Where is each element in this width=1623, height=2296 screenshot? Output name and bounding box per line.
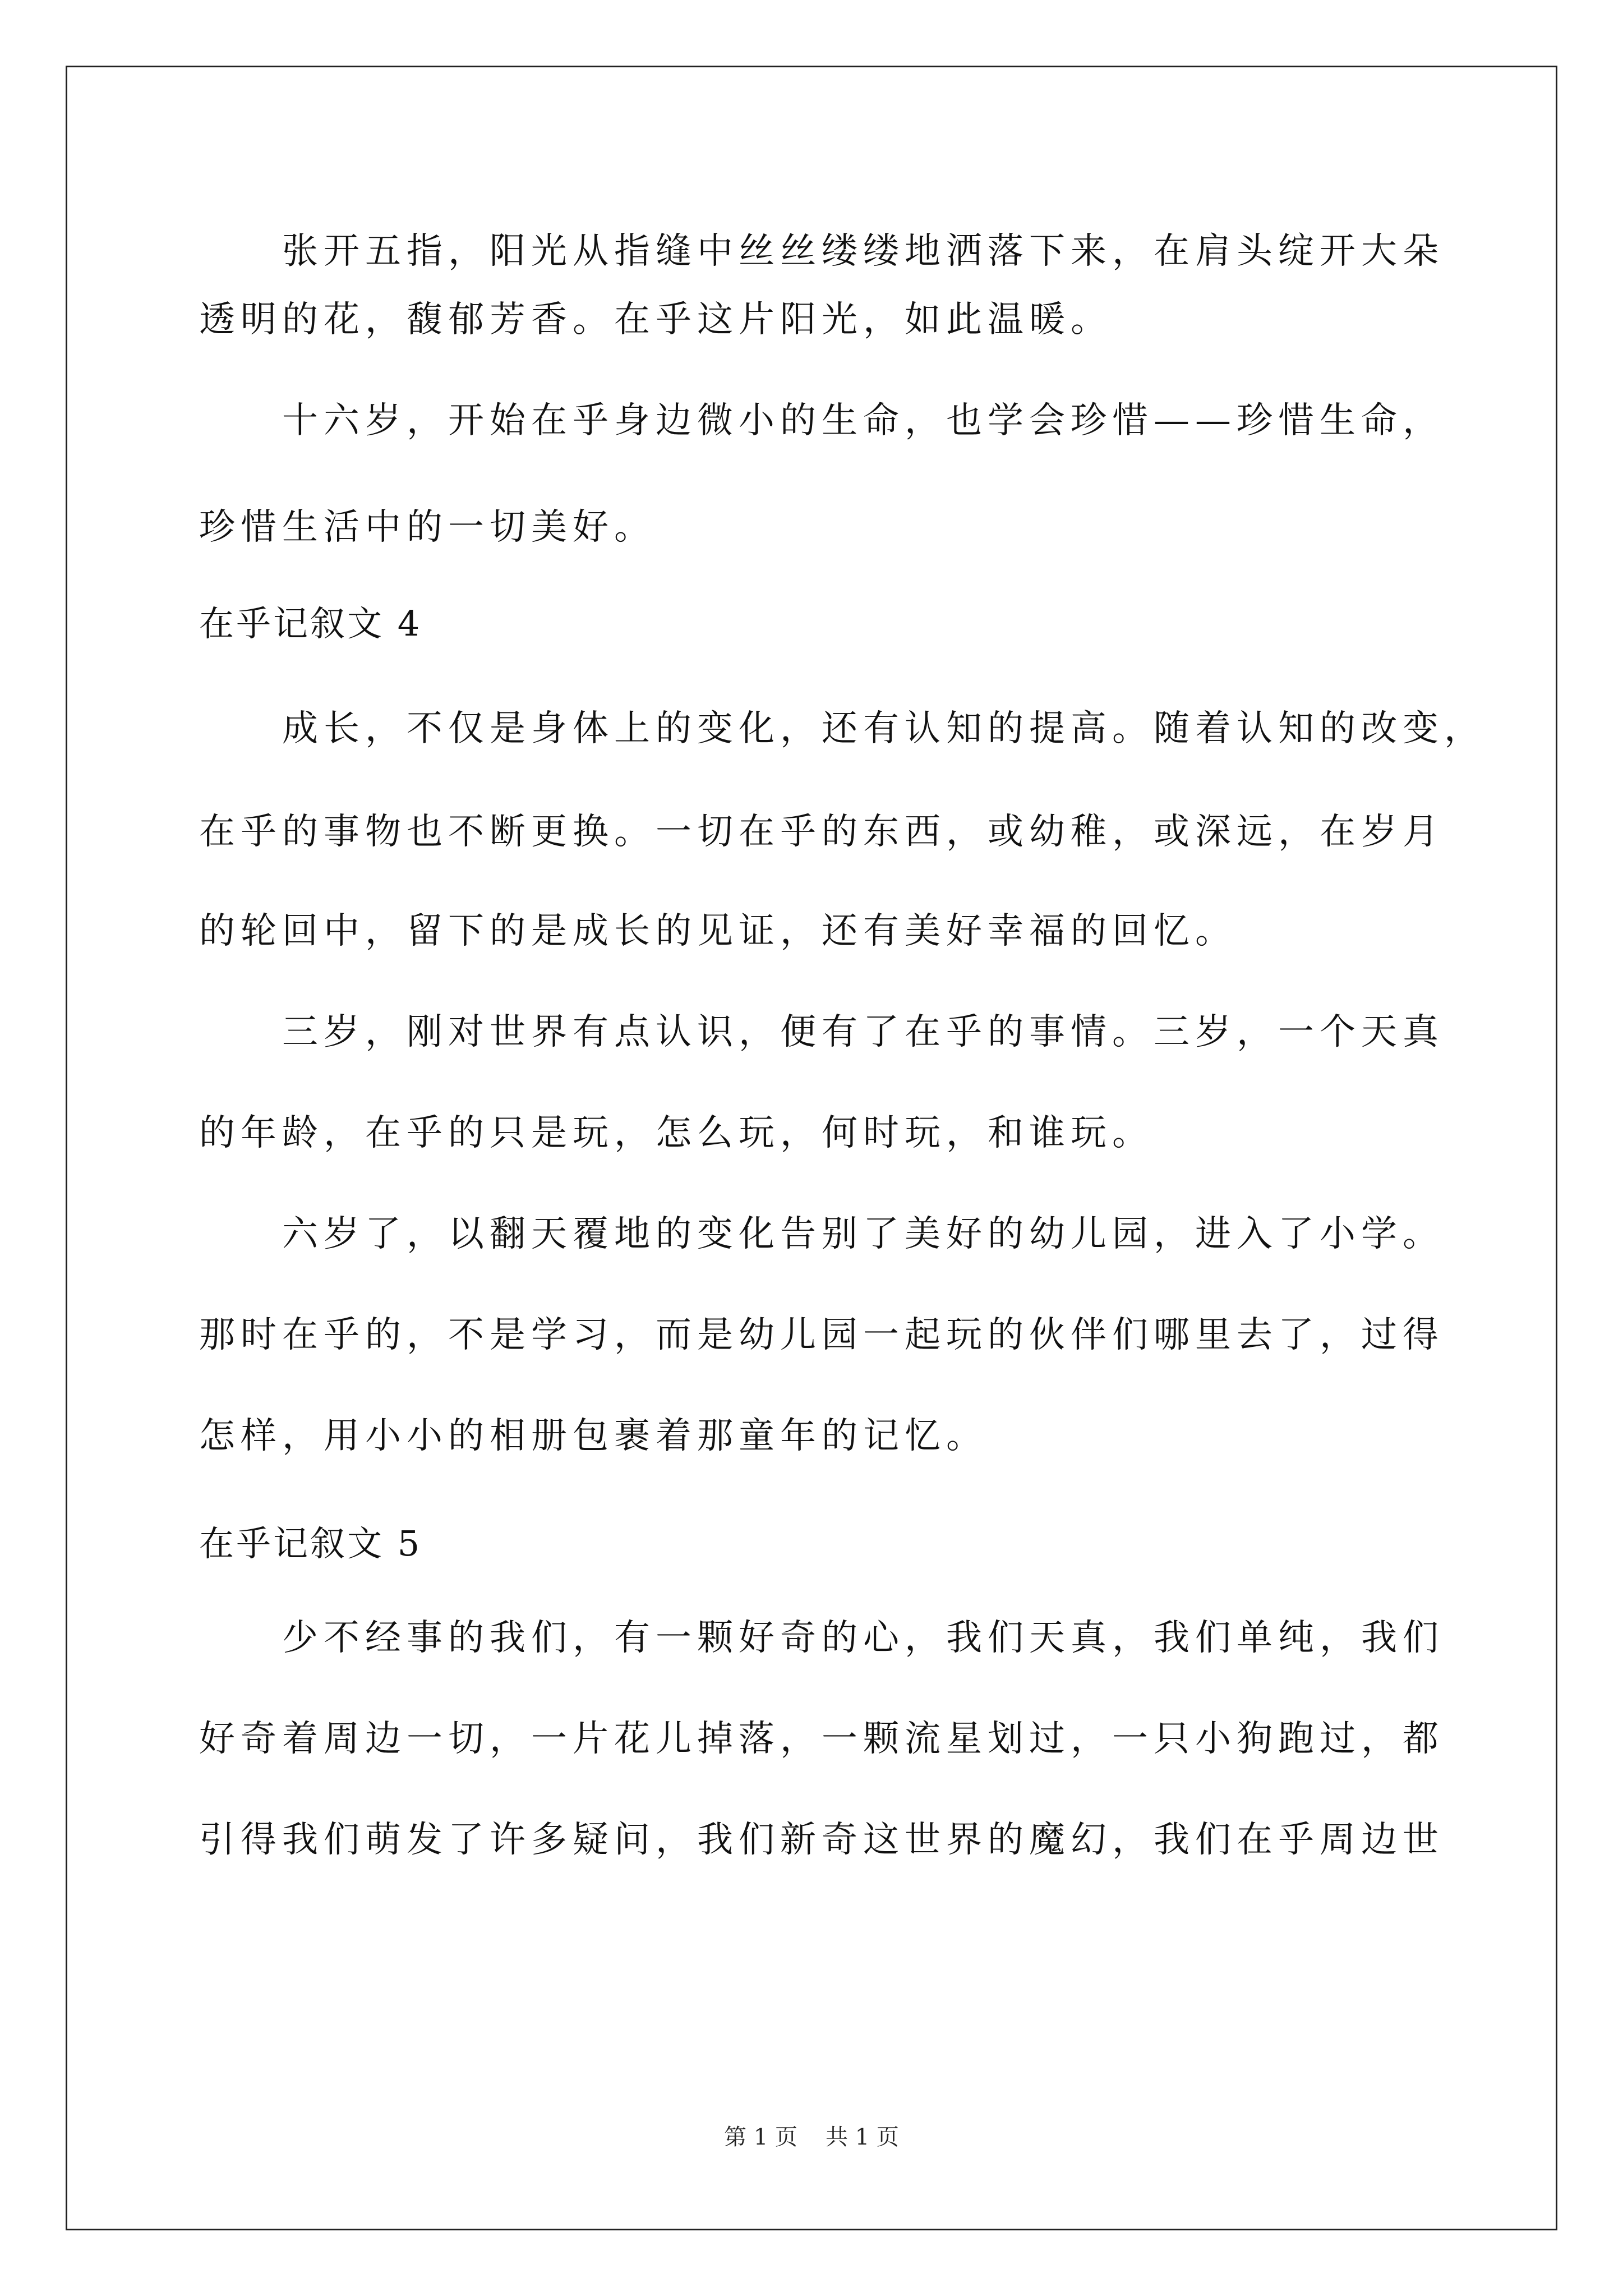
paragraph-line: 十六岁，开始在乎身边微小的生命，也学会珍惜——珍惜生命， [199,400,1444,441]
paragraph-line: 张开五指，阳光从指缝中丝丝缕缕地洒落下来，在肩头绽开大朵 [199,231,1444,272]
page-footer [0,2123,1623,2151]
page-total: 共 1 页 [826,2124,899,2150]
paragraph-line: 透明的花，馥郁芳香。在乎这片阳光，如此温暖。 [199,299,1112,341]
paragraph-line: 在乎的事物也不断更换。一切在乎的东西，或幼稚，或深远，在岁月 [199,811,1444,853]
paragraph-line: 珍惜生活中的一切美好。 [199,507,656,548]
section-heading: 在乎记叙文 5 [199,1523,422,1564]
paragraph-line: 少不经事的我们，有一颗好奇的心，我们天真，我们单纯，我们 [199,1617,1444,1659]
page-number: 第 1 页 [724,2124,797,2150]
paragraph-line: 的轮回中，留下的是成长的见证，还有美好幸福的回忆。 [199,910,1237,952]
paragraph-line: 三岁，刚对世界有点认识，便有了在乎的事情。三岁，一个天真 [199,1011,1444,1053]
paragraph-line: 的年龄，在乎的只是玩，怎么玩，何时玩，和谁玩。 [199,1112,1154,1154]
paragraph-line: 引得我们萌发了许多疑问，我们新奇这世界的魔幻，我们在乎周边世 [199,1819,1444,1861]
paragraph-line: 成长，不仅是身体上的变化，还有认知的提高。随着认知的改变， [199,708,1486,749]
paragraph-line: 怎样，用小小的相册包裹着那童年的记忆。 [199,1415,988,1457]
paragraph-line: 那时在乎的，不是学习，而是幼儿园一起玩的伙伴们哪里去了，过得 [199,1314,1444,1356]
paragraph-line: 六岁了，以翻天覆地的变化告别了美好的幼儿园，进入了小学。 [199,1213,1444,1255]
paragraph-line: 好奇着周边一切，一片花儿掉落，一颗流星划过，一只小狗跑过，都 [199,1718,1444,1760]
section-heading: 在乎记叙文 4 [199,603,422,644]
